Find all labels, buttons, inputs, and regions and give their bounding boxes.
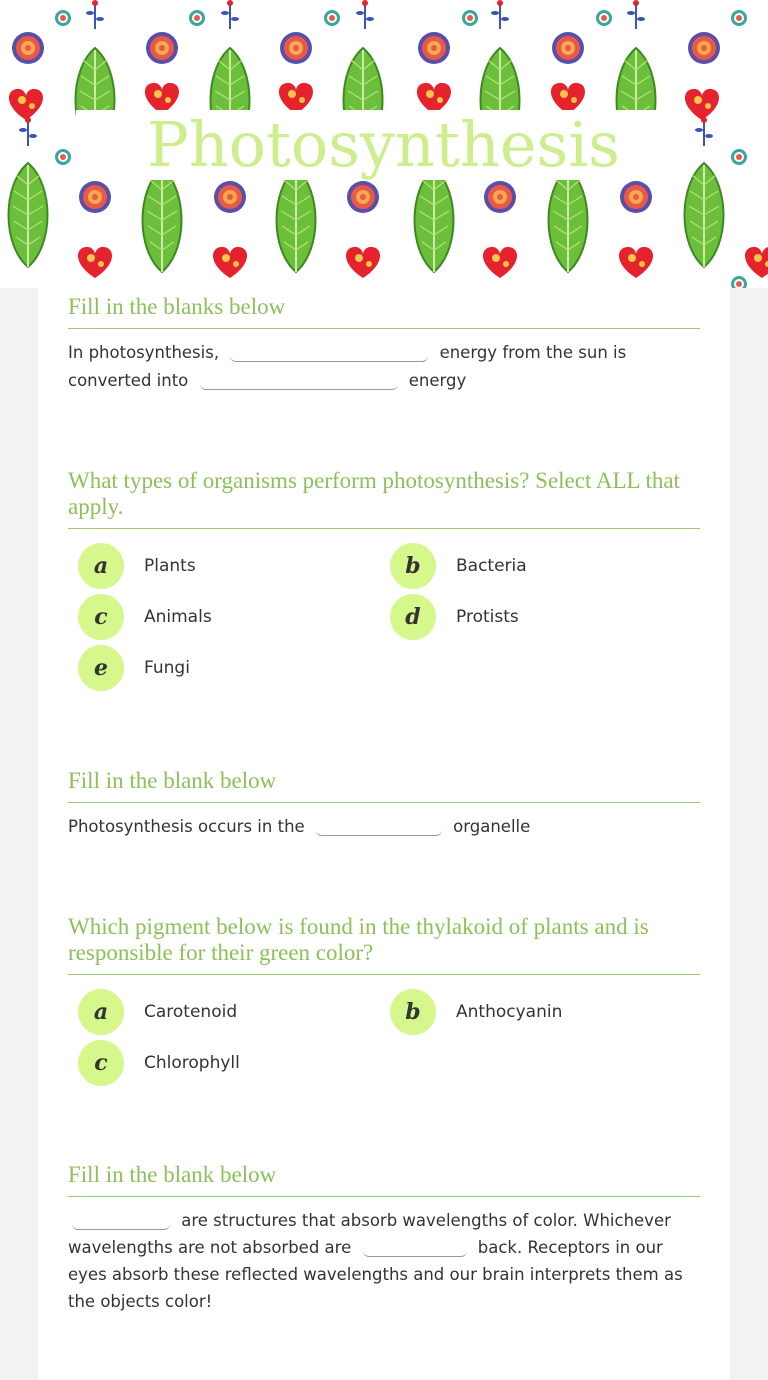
option-badge-a[interactable]: a — [78, 989, 124, 1035]
question-5-text-1: are structures that absorb wavelengths of color. Whichever wavelengths are not absorbed are — [68, 1211, 671, 1257]
option-label: Bacteria — [456, 556, 527, 576]
question-3-body — [68, 813, 700, 841]
question-3-text-1: Photosynthesis occurs in the — [68, 817, 305, 836]
question-5 — [68, 1162, 700, 1315]
option-bacteria[interactable] — [390, 543, 527, 589]
option-protists[interactable] — [390, 594, 519, 640]
question-1-title: Fill in the blanks below — [68, 294, 700, 329]
question-3-title: Fill in the blank below — [68, 768, 700, 803]
blank-input-5[interactable] — [363, 1234, 467, 1257]
option-label: Anthocyanin — [456, 1002, 563, 1022]
question-2-options — [68, 543, 700, 693]
question-5-title: Fill in the blank below — [68, 1162, 700, 1197]
question-1 — [68, 294, 700, 395]
question-5-body — [68, 1207, 700, 1315]
option-badge-e[interactable]: e — [78, 645, 124, 691]
option-badge-a[interactable]: a — [78, 543, 124, 589]
option-badge-d[interactable]: d — [390, 594, 436, 640]
option-badge-b[interactable]: b — [390, 989, 436, 1035]
question-1-text-2: energy from the sun is — [439, 343, 627, 362]
question-3-text-2: organelle — [453, 817, 531, 836]
question-2 — [68, 468, 700, 693]
blank-input-3[interactable] — [316, 813, 442, 836]
title-box — [76, 110, 691, 180]
page-title: Photosynthesis — [147, 108, 620, 181]
question-3 — [68, 768, 700, 841]
option-label: Protists — [456, 607, 519, 627]
option-fungi[interactable] — [78, 645, 190, 691]
blank-input-2[interactable] — [200, 367, 398, 390]
question-1-text-4: energy — [408, 371, 467, 390]
option-label: Fungi — [144, 658, 190, 678]
worksheet-card — [38, 288, 730, 1380]
option-label: Plants — [144, 556, 196, 576]
option-badge-b[interactable]: b — [390, 543, 436, 589]
option-badge-c[interactable]: c — [78, 594, 124, 640]
option-chlorophyll[interactable] — [78, 1040, 240, 1086]
header-banner — [0, 0, 768, 288]
option-label: Carotenoid — [144, 1002, 238, 1022]
question-1-body — [68, 339, 700, 395]
option-anthocyanin[interactable] — [390, 989, 562, 1035]
option-badge-c[interactable]: c — [78, 1040, 124, 1086]
option-animals[interactable] — [78, 594, 212, 640]
question-4-title: Which pigment below is found in the thylakoid of plants and is responsible for their green color? — [68, 914, 700, 975]
option-carotenoid[interactable] — [78, 989, 237, 1035]
blank-input-1[interactable] — [230, 339, 428, 362]
question-1-text-3: converted into — [68, 371, 189, 390]
question-4-options — [68, 989, 700, 1089]
question-2-title: What types of organisms perform photosynthesis? Select ALL that apply. — [68, 468, 700, 529]
blank-input-4[interactable] — [72, 1207, 170, 1230]
option-label: Animals — [144, 607, 212, 627]
question-4 — [68, 914, 700, 1089]
question-5-text-2: back. Receptors in our eyes absorb these reflected wavelengths and our brain interprets them as the objects color! — [68, 1238, 683, 1311]
option-label: Chlorophyll — [144, 1053, 240, 1073]
question-1-text-1: In photosynthesis, — [68, 343, 220, 362]
option-plants[interactable] — [78, 543, 196, 589]
